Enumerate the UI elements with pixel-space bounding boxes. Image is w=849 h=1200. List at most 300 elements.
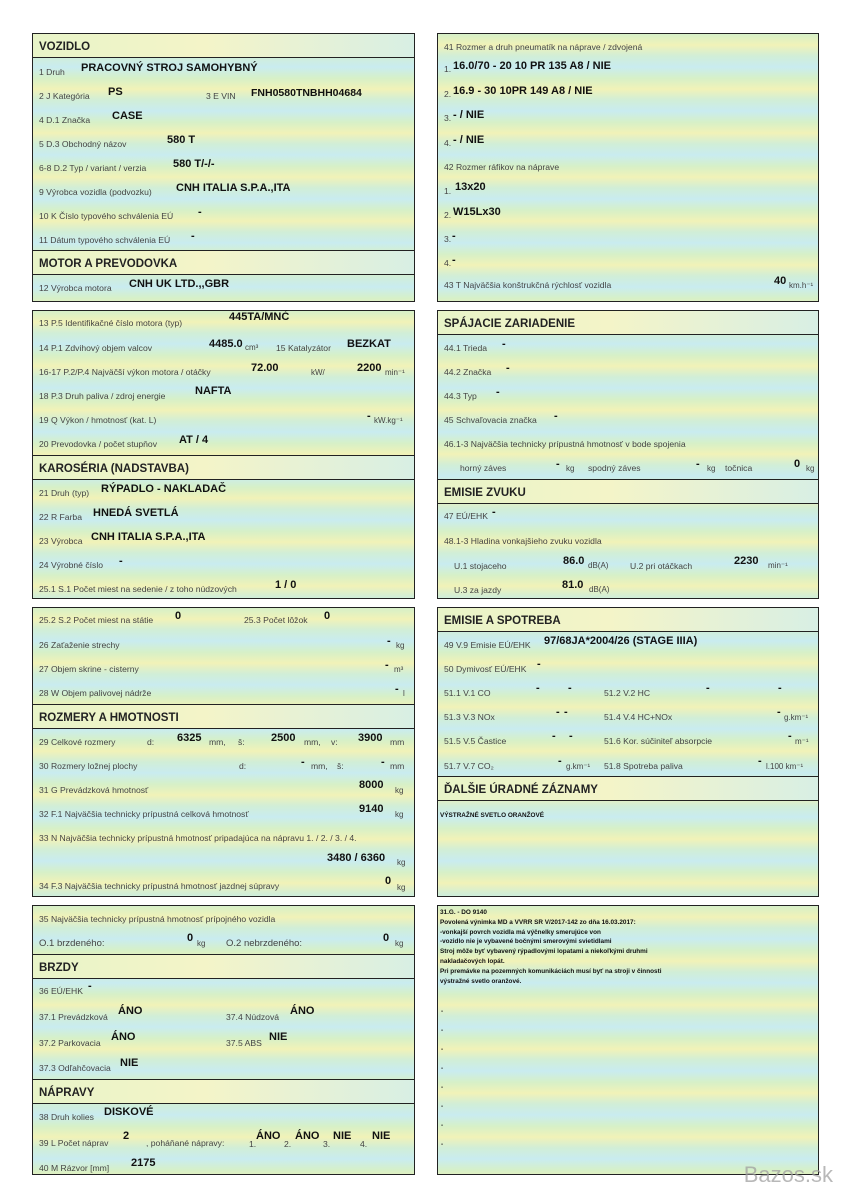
- label-typ: 6-8 D.2 Typ / variant / verzia: [39, 163, 147, 173]
- label-naprava-2: 2.: [284, 1139, 292, 1149]
- label-druh: 1 Druh: [39, 67, 65, 77]
- row-o1: [33, 930, 414, 954]
- unit-g-km-2: g.km⁻¹: [566, 762, 591, 771]
- value-vyrobne-cislo: -: [119, 555, 123, 567]
- value-zvuk-ehk: -: [492, 506, 496, 518]
- row-rafik-3: [438, 224, 818, 248]
- value-hmotnost-supravy: 0: [385, 875, 392, 887]
- unit-kg: kg: [396, 641, 405, 650]
- value-hc-nox: -: [777, 706, 781, 718]
- label-nox: 51.3 V.3 NOx: [444, 712, 495, 722]
- value-spodny-zaves: -: [696, 458, 700, 470]
- label-rafik-4: 4.: [444, 258, 452, 268]
- note-dash-column: - - - - - - - -: [441, 1008, 444, 1148]
- value-odlahcovacia: NIE: [120, 1057, 139, 1069]
- header-napravy: NÁPRAVY: [33, 1079, 414, 1104]
- row-46: [438, 431, 818, 455]
- unit-kg-33: kg: [397, 858, 406, 867]
- row-pneu-4: [438, 128, 818, 152]
- label-hc-nox: 51.4 V.4 HC+NOx: [604, 712, 673, 722]
- label-pneumatiky: 41 Rozmer a druh pneumatík na náprave / zdvojená: [444, 42, 643, 52]
- row-27: [33, 656, 414, 680]
- value-brzdy-ehk: -: [88, 980, 92, 992]
- header-spajacie: SPÁJACIE ZARIADENIE: [438, 311, 818, 335]
- label-pneu-3: 3.: [444, 113, 452, 123]
- row-38: [33, 1104, 414, 1128]
- value-stojaceho: 86.0: [563, 555, 585, 567]
- label-hmotnost-supravy: 34 F.3 Najväčšia technicky prípustná hmotnosť jazdnej súpravy: [39, 881, 280, 891]
- row-12: [33, 275, 414, 299]
- label-druh-kolies: 38 Druh kolies: [39, 1112, 94, 1122]
- label-vyrobca-karoserie: 23 Výrobca: [39, 536, 83, 546]
- row-32: [33, 801, 414, 825]
- row-11: [33, 226, 414, 250]
- row-42: [438, 152, 818, 176]
- value-datum-schvalenia: -: [191, 230, 195, 242]
- value-farba: HNEDÁ SVETLÁ: [93, 507, 179, 519]
- row-40: [33, 1154, 414, 1178]
- value-vyska: 3900: [358, 732, 383, 744]
- label-pohanane: , poháňané nápravy:: [146, 1138, 225, 1148]
- value-vyrobca-motora: CNH UK LTD.,,GBR: [129, 278, 230, 290]
- watermark-text: Bazos.sk: [743, 1162, 833, 1187]
- row-5: [33, 130, 414, 154]
- row-2: [33, 82, 414, 106]
- row-26: [33, 632, 414, 656]
- label-pneu-4: 4.: [444, 138, 452, 148]
- label-objem-skrine: 27 Objem skrine - cisterny: [39, 664, 139, 674]
- label-razvor: 40 M Rázvor [mm]: [39, 1163, 110, 1173]
- panel-poznamky: [437, 905, 819, 1175]
- value-pocet-naprav: 2: [123, 1130, 130, 1142]
- value-cislo-schvalenia: -: [198, 206, 202, 218]
- unit-mm-5: mm: [390, 761, 405, 771]
- note-line: Pri premávke na pozemných komunikáciách musí byť na stroji v činnosti: [440, 967, 662, 975]
- label-hladina-zvuku: 48.1-3 Hladina vonkajšieho zvuku vozidla: [444, 536, 602, 546]
- label-vyrobne-cislo: 24 Výrobné číslo: [39, 560, 104, 570]
- value-nox-b: -: [564, 706, 568, 718]
- label-naprava-4: 4.: [360, 1139, 368, 1149]
- label-vykon-otacky: 16-17 P.2/P.4 Najväčší výkon motora / otáčky: [39, 367, 211, 377]
- label-nebrzdene: O.2 nebrzdeného:: [226, 938, 303, 949]
- value-typ: 580 T/-/-: [173, 158, 215, 170]
- row-16: [33, 359, 414, 383]
- value-brzdene: 0: [187, 932, 194, 944]
- label-prevadzkova: 37.1 Prevádzková: [39, 1012, 108, 1022]
- note-line: Povolená výnimka MD a VVRR SR V/2017-142 zo dňa 16.03.2017:: [440, 918, 636, 926]
- value-emisie-ehk: 97/68JA*2004/26 (STAGE IIIA): [544, 635, 698, 647]
- unit-kg-34: kg: [397, 883, 406, 892]
- row-25-2: [33, 608, 414, 632]
- unit-kg-32: kg: [395, 810, 404, 819]
- unit-min-zvuk: min⁻¹: [768, 561, 788, 570]
- label-druh-paliva: 18 P.3 Druh paliva / zdroj energie: [39, 391, 166, 401]
- label-naprava-1: 1.: [249, 1139, 257, 1149]
- row-24: [33, 552, 414, 576]
- label-co2: 51.7 V.7 CO₂: [444, 761, 494, 771]
- value-co2: -: [558, 755, 562, 767]
- label-brzdene: O.1 brzdeného:: [39, 938, 105, 949]
- panel-vozidlo: [32, 33, 415, 302]
- row-23: [33, 528, 414, 552]
- value-vykon: 72.00: [251, 362, 279, 374]
- row-rafik-2: [438, 200, 818, 224]
- label-vyska: v:: [331, 737, 338, 747]
- row-37-1: [33, 1003, 414, 1029]
- value-druh-kolies: DISKOVÉ: [104, 1106, 154, 1118]
- value-razvor: 2175: [131, 1157, 156, 1169]
- value-vyrobca: CNH ITALIA S.P.A.,ITA: [176, 182, 291, 194]
- value-schvalovacia: -: [554, 410, 558, 422]
- unit-kg-o2: kg: [395, 939, 404, 948]
- value-co-a: -: [536, 682, 540, 694]
- row-25: [33, 576, 414, 600]
- label-sirka: š:: [238, 737, 245, 747]
- row-14: [33, 335, 414, 359]
- value-vin: FNH0580TNBHH04684: [251, 87, 362, 99]
- value-kategoria: PS: [108, 86, 123, 98]
- label-vyrobca-motora: 12 Výrobca motora: [39, 283, 112, 293]
- value-absorpcia: -: [788, 730, 792, 742]
- value-nebrzdene: 0: [383, 932, 390, 944]
- header-brzdy: BRZDY: [33, 954, 414, 979]
- unit-kg-horny: kg: [566, 464, 575, 473]
- value-druh-karoserie: RÝPADLO - NAKLADAČ: [101, 483, 227, 495]
- row-18: [33, 383, 414, 407]
- label-celkove-rozmery: 29 Celkové rozmery: [39, 737, 116, 747]
- unit-kw: kW/: [311, 368, 325, 377]
- label-za-jazdy: U.3 za jazdy: [454, 585, 502, 595]
- row-46-b: [438, 455, 818, 479]
- value-pocet-miest: 1 / 0: [275, 579, 297, 591]
- value-miest-statie: 0: [175, 610, 182, 622]
- unit-mm-3: mm: [390, 737, 405, 747]
- unit-kg-31: kg: [395, 786, 404, 795]
- label-stojaceho: U.1 stojaceho: [454, 561, 507, 571]
- row-45: [438, 407, 818, 431]
- label-spajacie-typ: 44.3 Typ: [444, 391, 477, 401]
- row-4: [33, 106, 414, 130]
- unit-km-h: km.h⁻¹: [789, 281, 814, 290]
- row-22: [33, 504, 414, 528]
- label-max-rychlost: 43 T Najväčšia konštrukčná rýchlosť vozidla: [444, 280, 612, 290]
- label-dymivost: 50 Dymivosť EÚ/EHK: [444, 664, 527, 674]
- label-tocnica: točnica: [725, 463, 753, 473]
- value-objem-nadrze: -: [395, 683, 399, 695]
- value-sirka: 2500: [271, 732, 296, 744]
- value-max-rychlost: 40: [774, 275, 787, 287]
- label-trieda: 44.1 Trieda: [444, 343, 487, 353]
- value-objem-skrine: -: [385, 659, 389, 671]
- header-rozmery: ROZMERY A HMOTNOSTI: [33, 704, 414, 729]
- header-emisie-zvuku: EMISIE ZVUKU: [438, 479, 818, 504]
- row-37-2: [33, 1029, 414, 1055]
- label-pocet-naprav: 39 L Počet náprav: [39, 1138, 109, 1148]
- label-vykon-hmotnost: 19 Q Výkon / hmotnosť (kat. L): [39, 415, 157, 425]
- label-pneu-2: 2.: [444, 89, 452, 99]
- value-druh-paliva: NAFTA: [195, 385, 232, 397]
- value-obchodny-nazov: 580 T: [167, 134, 196, 146]
- label-hmotnost-spojenia: 46.1-3 Najväčšia technicky prípustná hmotnosť v bode spojenia: [444, 439, 686, 449]
- value-katalyzator: BEZKAT: [347, 338, 391, 350]
- value-naprava-4: NIE: [372, 1130, 391, 1142]
- label-pri-otackach: U.2 pri otáčkach: [630, 561, 693, 571]
- value-pocet-lozok: 0: [324, 610, 331, 622]
- label-zatazenie-strechy: 26 Zaťaženie strechy: [39, 640, 120, 650]
- row-1: [33, 58, 414, 82]
- value-naprava-2: ÁNO: [295, 1130, 320, 1142]
- unit-l-100km: l.100 km⁻¹: [766, 762, 804, 771]
- row-50: [438, 656, 818, 680]
- value-pri-otackach: 2230: [734, 555, 759, 567]
- label-emisie-ehk: 49 V.9 Emisie EÚ/EHK: [444, 640, 531, 650]
- header-vozidlo: VOZIDLO: [33, 34, 414, 58]
- row-41: [438, 34, 818, 56]
- row-21: [33, 480, 414, 504]
- value-prevadzkova: ÁNO: [118, 1005, 143, 1017]
- label-rafik-2: 2.: [444, 210, 452, 220]
- row-43: [438, 272, 818, 296]
- label-farba: 22 R Farba: [39, 512, 82, 522]
- unit-kg-spodny: kg: [707, 464, 716, 473]
- header-motor: MOTOR A PREVODOVKA: [33, 250, 414, 275]
- note-line: -vonkajší povrch vozidla má výčnelky smerujúce von: [440, 928, 601, 936]
- value-prevadzkova-hmotnost: 8000: [359, 779, 384, 791]
- label-pripojne-vozidlo: 35 Najväčšia technicky prípustná hmotnosť prípojného vozidla: [39, 914, 276, 924]
- label-schvalovacia: 45 Schvaľovacia značka: [444, 415, 537, 425]
- label-druh-karoserie: 21 Druh (typ): [39, 488, 90, 498]
- label-rafik-1: 1.: [444, 186, 452, 196]
- unit-min: min⁻¹: [385, 368, 405, 377]
- label-co: 51.1 V.1 CO: [444, 688, 491, 698]
- row-pneu-1: [438, 56, 818, 80]
- row-51-3: [438, 704, 818, 728]
- label-rafik-3: 3.: [444, 234, 452, 244]
- note-line: -vozidlo nie je vybavené bočnými smerovými svietidlami: [440, 938, 612, 946]
- value-znacka: CASE: [112, 110, 143, 122]
- label-zdvihovy-objem: 14 P.1 Zdvihový objem valcov: [39, 343, 153, 353]
- label-zvuk-ehk: 47 EÚ/EHK: [444, 511, 488, 521]
- unit-mm-4: mm,: [311, 761, 328, 771]
- note-line: výstražné svetlo oranžové.: [440, 977, 522, 985]
- unit-mm-2: mm,: [304, 737, 321, 747]
- row-13: [33, 311, 414, 335]
- value-pneu-3: - / NIE: [453, 109, 485, 121]
- row-pneu-3: [438, 104, 818, 128]
- label-znacka: 4 D.1 Značka: [39, 115, 91, 125]
- unit-m-1: m⁻¹: [795, 737, 809, 746]
- value-za-jazdy: 81.0: [562, 579, 584, 591]
- label-cislo-schvalenia: 10 K Číslo typového schválenia EÚ: [39, 211, 174, 221]
- panel-emisie-spotreba: [437, 607, 819, 897]
- value-nudzova: ÁNO: [290, 1005, 315, 1017]
- value-hc: -: [706, 682, 710, 694]
- row-51-7: [438, 752, 818, 776]
- note-line: 31.G. - DO 9140: [440, 909, 487, 916]
- label-castice: 51.5 V.5 Častice: [444, 736, 507, 746]
- label-rafiky: 42 Rozmer ráfikov na náprave: [444, 162, 560, 172]
- value-id-motora: 445TA/MNĆ: [229, 311, 290, 323]
- value-pneu-1: 16.0/70 - 20 10 PR 135 A8 / NIE: [453, 60, 611, 72]
- label-datum-schvalenia: 11 Dátum typového schválenia EÚ: [39, 235, 171, 245]
- label-lozna-plocha: 30 Rozmery ložnej plochy: [39, 761, 138, 771]
- label-pocet-miest: 25.1 S.1 Počet miest na sedenie / z toho núdzových: [39, 584, 237, 594]
- label-lozna-dlzka: d:: [239, 761, 247, 771]
- unit-cm3: cm³: [245, 343, 259, 352]
- label-lozna-sirka: š:: [337, 761, 344, 771]
- row-u1: [438, 552, 818, 576]
- row-10: [33, 202, 414, 226]
- label-brzdy-ehk: 36 EÚ/EHK: [39, 986, 83, 996]
- panel-brzdy-napravy: [32, 905, 415, 1175]
- row-36: [33, 979, 414, 1003]
- row-44-3: [438, 383, 818, 407]
- row-6: [33, 154, 414, 178]
- label-kategoria: 2 J Kategória: [39, 91, 90, 101]
- value-rafik-3: -: [452, 230, 456, 242]
- label-objem-nadrze: 28 W Objem palivovej nádrže: [39, 688, 152, 698]
- value-spotreba: -: [758, 755, 762, 767]
- value-nox-a: -: [556, 706, 560, 718]
- label-odlahcovacia: 37.3 Odľahčovacia: [39, 1063, 111, 1073]
- value-castice-b: -: [569, 730, 573, 742]
- label-vin: 3 E VIN: [206, 91, 236, 101]
- row-37-3: [33, 1055, 414, 1079]
- notes-block: [440, 908, 814, 986]
- row-51-5: [438, 728, 818, 752]
- label-celkova-hmotnost: 32 F.1 Najväčšia technicky prípustná celková hmotnosť: [39, 809, 249, 819]
- unit-l: l: [403, 689, 405, 698]
- label-spotreba: 51.8 Spotreba paliva: [604, 761, 683, 771]
- label-prevodovka: 20 Prevodovka / počet stupňov: [39, 439, 158, 449]
- unit-kg-tocnica: kg: [806, 464, 815, 473]
- row-47: [438, 504, 818, 528]
- value-lozna-dlzka: -: [301, 756, 305, 768]
- value-dlzka: 6325: [177, 732, 202, 744]
- label-katalyzator: 15 Katalyzátor: [276, 343, 331, 353]
- value-tocnica: 0: [794, 458, 801, 470]
- value-trieda: -: [502, 338, 506, 350]
- header-emisie-spotreba: EMISIE A SPOTREBA: [438, 608, 818, 632]
- header-karoseria: KAROSÉRIA (NADSTAVBA): [33, 455, 414, 480]
- label-abs: 37.5 ABS: [226, 1038, 262, 1048]
- row-48: [438, 528, 818, 552]
- value-zatazenie-strechy: -: [387, 635, 391, 647]
- value-zdvihovy-objem: 4485.0: [209, 338, 243, 350]
- panel-motor-karoseria: [32, 310, 415, 599]
- value-abs: NIE: [269, 1031, 288, 1043]
- row-20: [33, 431, 414, 455]
- panel-rozmery: [32, 607, 415, 897]
- row-51-1: [438, 680, 818, 704]
- label-parkovacia: 37.2 Parkovacia: [39, 1038, 101, 1048]
- value-dymivost: -: [537, 658, 541, 670]
- unit-kw-kg: kW.kg⁻¹: [374, 416, 403, 425]
- value-prevodovka: AT / 4: [179, 434, 209, 446]
- header-dalsie-zaznamy: ĎALŠIE ÚRADNÉ ZÁZNAMY: [438, 776, 818, 801]
- row-rafik-1: [438, 176, 818, 200]
- unit-g-km-1: g.km⁻¹: [784, 713, 809, 722]
- label-hc: 51.2 V.2 HC: [604, 688, 651, 698]
- value-otacky: 2200: [357, 362, 382, 374]
- row-rafik-4: [438, 248, 818, 272]
- value-vyrobca-karoserie: CNH ITALIA S.P.A.,ITA: [91, 531, 206, 543]
- value-spajacie-znacka: -: [506, 362, 510, 374]
- row-44-1: [438, 335, 818, 359]
- row-9: [33, 178, 414, 202]
- unit-db-1: dB(A): [588, 561, 609, 570]
- value-vykon-hmotnost: -: [367, 410, 371, 422]
- panel-pneumatiky: [437, 33, 819, 302]
- label-dlzka: d:: [147, 737, 155, 747]
- label-hmotnost-naprava: 33 N Najväčšia technicky prípustná hmotnosť pripadajúca na nápravu 1. / 2. / 3. / 4.: [39, 833, 357, 843]
- label-pneu-1: 1.: [444, 64, 452, 74]
- value-dalsie-text: VÝSTRAŽNÉ SVETLO ORANŽOVÉ: [440, 812, 545, 819]
- panel-spajacie: [437, 310, 819, 599]
- value-rafik-1: 13x20: [455, 181, 486, 193]
- label-naprava-3: 3.: [323, 1139, 331, 1149]
- row-dalsie: [438, 801, 818, 889]
- row-19: [33, 407, 414, 431]
- row-30: [33, 753, 414, 777]
- value-lozna-sirka: -: [381, 756, 385, 768]
- label-prevadzkova-hmotnost: 31 G Prevádzková hmotnosť: [39, 785, 149, 795]
- label-spodny-zaves: spodný záves: [588, 463, 641, 473]
- value-rafik-4: -: [452, 254, 456, 266]
- row-49: [438, 632, 818, 656]
- unit-m3: m³: [394, 665, 404, 674]
- value-spajacie-typ: -: [496, 386, 500, 398]
- row-pneu-2: [438, 80, 818, 104]
- value-castice-a: -: [552, 730, 556, 742]
- value-pneu-2: 16.9 - 30 10PR 149 A8 / NIE: [453, 85, 593, 97]
- row-35: [33, 906, 414, 930]
- value-druh: PRACOVNÝ STROJ SAMOHYBNÝ: [81, 62, 258, 74]
- row-34: [33, 873, 414, 897]
- label-vyrobca: 9 Výrobca vozidla (podvozku): [39, 187, 152, 197]
- label-id-motora: 13 P.5 Identifikačné číslo motora (typ): [39, 318, 183, 328]
- unit-mm-1: mm,: [209, 737, 226, 747]
- unit-db-2: dB(A): [589, 585, 610, 594]
- label-miest-statie: 25.2 S.2 Počet miest na státie: [39, 615, 154, 625]
- row-u3: [438, 576, 818, 600]
- label-pocet-lozok: 25.3 Počet lôžok: [244, 615, 308, 625]
- row-33: [33, 825, 414, 873]
- note-line: Stroj môže byť vybavený rýpadlovými lopatami a niekoľkými druhmi: [440, 948, 648, 956]
- unit-kg-o1: kg: [197, 939, 206, 948]
- value-rafik-2: W15Lx30: [453, 206, 501, 218]
- value-horny-zaves: -: [556, 458, 560, 470]
- row-29: [33, 729, 414, 753]
- value-celkova-hmotnost: 9140: [359, 803, 384, 815]
- value-hc-unit: -: [778, 682, 782, 694]
- note-line: nakladačových lopát.: [440, 957, 505, 965]
- value-naprava-3: NIE: [333, 1130, 352, 1142]
- row-31: [33, 777, 414, 801]
- row-28: [33, 680, 414, 704]
- row-44-2: [438, 359, 818, 383]
- label-obchodny-nazov: 5 D.3 Obchodný názov: [39, 139, 127, 149]
- label-horny-zaves: horný záves: [460, 463, 507, 473]
- label-nudzova: 37.4 Núdzová: [226, 1012, 280, 1022]
- value-naprava-1: ÁNO: [256, 1130, 281, 1142]
- value-parkovacia: ÁNO: [111, 1031, 136, 1043]
- value-pneu-4: - / NIE: [453, 134, 485, 146]
- label-absorpcia: 51.6 Kor. súčiniteľ absorpcie: [604, 736, 713, 746]
- value-hmotnost-naprava: 3480 / 6360: [327, 852, 386, 864]
- value-co-b: -: [568, 682, 572, 694]
- label-spajacie-znacka: 44.2 Značka: [444, 367, 492, 377]
